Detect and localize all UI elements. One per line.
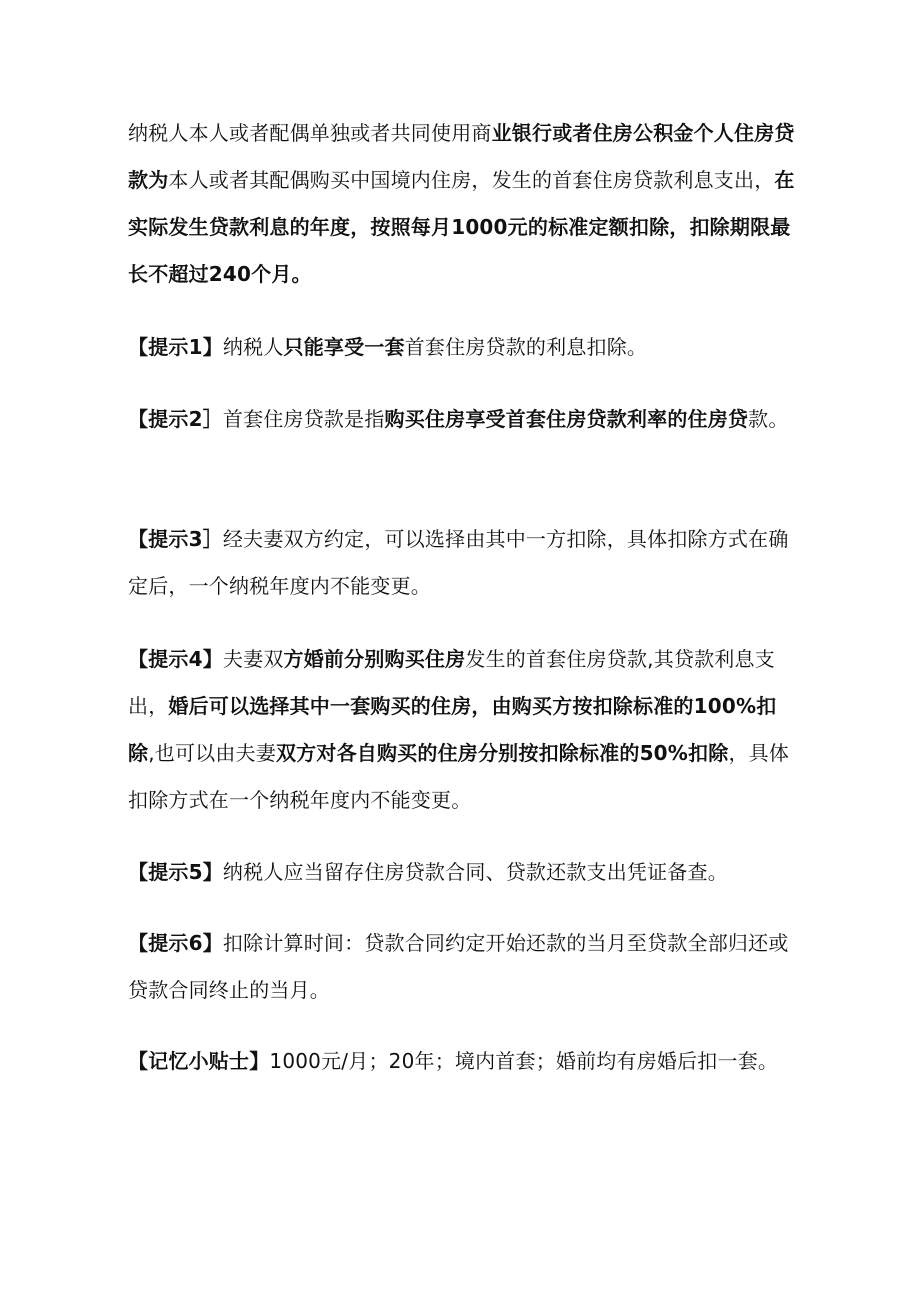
tip2-label: 【提示2］ [128, 407, 223, 431]
tip3-paragraph [128, 516, 798, 610]
tip4-bold-1: 方婚前分别购买住房 [283, 647, 466, 671]
tip2-bold: 购买住房享受首套住房贷款利率的住房贷 [384, 407, 749, 431]
tip2-paragraph [128, 396, 798, 443]
tip2-text-2: 款。 [748, 407, 789, 431]
tip4-text-2: 发生的首套住房贷款,其贷款利息支出， [128, 647, 775, 718]
tip6-text: 扣除计算时间：贷款合同约定开始还款的当月至贷款全部归还或贷款合同终止的当月。 [128, 931, 789, 1002]
memo-text: 1000元/月；20年；境内首套；婚前均有房婚后扣一套。 [269, 1049, 779, 1073]
tip6-label: 【提示6】 [128, 931, 223, 955]
tip2-text-1: 首套住房贷款是指 [222, 407, 385, 431]
tip4-bold-3: 双方对各自购买的住房分别按扣除标准的50%扣除 [275, 741, 729, 765]
tip1-bold: 只能享受一套 [283, 335, 405, 359]
intro-text-1: 纳税人本人或者配偶单独或者共同使用商 [128, 121, 492, 145]
tip3-label: 【提示3］ [128, 527, 223, 551]
tip4-bold-2: 婚后可以选择其中一套购买的住房，由购买方按扣除标准的100%扣除 [128, 694, 777, 765]
tip3-text: 经夫妻双方约定，可以选择由其中一方扣除，具体扣除方式在确定后，一个纳税年度内不能变更。 [128, 527, 789, 598]
tip4-paragraph [128, 636, 798, 824]
intro-text-2: 本人或者其配偶购买中国境内住房，发生的首套住房贷款利息支出， [168, 168, 775, 192]
memo-paragraph [128, 1038, 798, 1085]
memo-label: 【记忆小贴士】 [128, 1049, 270, 1073]
tip5-paragraph [128, 849, 798, 896]
tip1-label: 【提示1】 [128, 335, 223, 359]
intro-paragraph [128, 110, 798, 298]
tip1-text-1: 纳税人 [222, 335, 284, 359]
tip5-label: 【提示5】 [128, 860, 223, 884]
tip5-text: 纳税人应当留存住房贷款合同、贷款还款支出凭证备查。 [222, 860, 728, 884]
tip4-text-3: ,也可以由夫妻 [148, 741, 276, 765]
tip1-paragraph [128, 324, 798, 371]
tip4-label: 【提示4】 [128, 647, 223, 671]
tip1-text-2: 首套住房贷款的利息扣除。 [404, 335, 648, 359]
intro-bold-1: 业银行或者住房公积金个人住房贷款为 [128, 121, 795, 192]
tip6-paragraph [128, 920, 798, 1014]
tip4-text-1: 夫妻双 [222, 647, 284, 671]
intro-bold-2: 在实际发生贷款利息的年度，按照每月1000元的标准定额扣除，扣除期限最长不超过240个月。 [128, 168, 795, 286]
tip4-text-4: ，具体扣除方式在一个纳税年度内不能变更。 [128, 741, 790, 812]
